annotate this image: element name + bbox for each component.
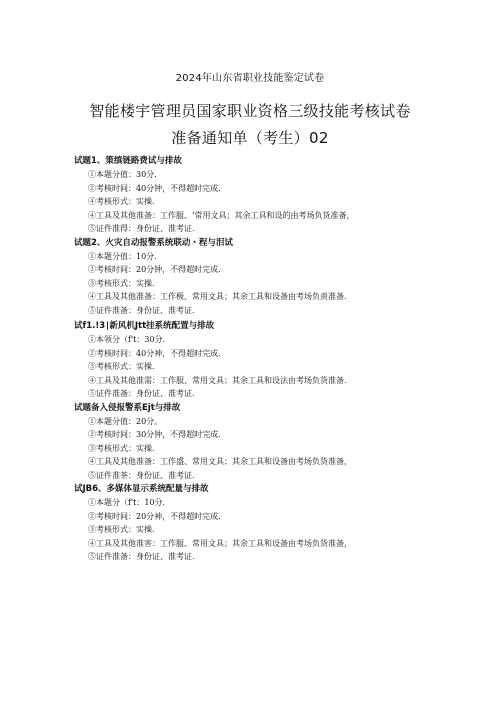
list-item: ①本题分值：10分. (88, 251, 157, 261)
section-heading: 试题2、火灾自动报警系统联动・程与泪试 (74, 237, 233, 248)
list-item: ①本题分（f't：10分. (88, 498, 166, 507)
section-heading: 试f1.!3∣新风机Jtt挂系统配置与排故 (74, 321, 215, 331)
exam-section-1 (74, 154, 474, 236)
list-item: ①本领分（f't：30分. (88, 335, 166, 344)
list-item: ④考核形式：实操. (88, 197, 155, 206)
exam-section-3 (74, 319, 474, 401)
list-item: ②考核时间：40分钟，不得超时完成. (88, 183, 221, 193)
list-item: ⑤证件准得：身份证、准考证. (88, 224, 195, 233)
section-heading: 试题备入侵报警系Ejt与排故 (74, 402, 181, 413)
list-item: ①本题分值：20分。 (88, 416, 163, 426)
exam-section-5 (74, 482, 474, 564)
list-item: ④工具及其他准备：工作极、常用文具；其余工具和设备由考场负责准备. (88, 292, 347, 301)
list-item: ⑤证件准茶：身份证、准考证. (88, 470, 195, 480)
document-subtitle: 准备通知单（考生）02 (171, 129, 329, 147)
section-heading: 试题1、策缜链路费试与排故 (74, 156, 182, 166)
section-heading: 试JB6、多媒体显示系统配量与排故 (74, 484, 209, 494)
section-item-list (74, 250, 474, 318)
list-item: ①本题分值：30分. (88, 170, 157, 179)
list-item: ②考核时间：20分神，不得超时完成. (88, 511, 221, 521)
exam-header: 2024年山东省职业技能鉴定试卷 (175, 73, 325, 84)
exam-section-2 (74, 236, 474, 318)
list-item: ③考核形式：实操. (88, 443, 155, 453)
list-item: ②考核时间：40分神，不得超时完成. (88, 348, 221, 358)
section-item-list (74, 415, 474, 483)
list-item: ④工具及其他准需：工作服、常用文具；其余工具和设法由考场负货准备. (88, 375, 347, 385)
list-item: ⑤证件准备：身份证、准考证. (88, 552, 195, 561)
list-item: ②考核时间：20分钟，不得超时完成. (88, 265, 221, 274)
list-item: ③考核形式：实操. (88, 362, 155, 371)
list-item: ③考核形式：实操. (88, 525, 155, 534)
list-item: ②考核时间：30分钟，不得超时完成. (88, 430, 221, 439)
section-item-list (74, 168, 474, 236)
list-item: ⑤证件准备：身份证、准考证. (88, 305, 195, 315)
exam-section-4 (74, 401, 474, 483)
document-title: 智能楼宇管理员国家职业资格三级技能考核试卷 (89, 102, 411, 120)
list-item: ③考核形式：实操. (88, 278, 155, 288)
list-item: ④工具及其他准害：工作服、常用文具；其余工具和设备由考场负货准备， (88, 538, 352, 548)
section-item-list (74, 333, 474, 401)
list-item: ④工具及其他准备：工作服、‘常用文具；其余工具和设的由考场负货准备， (88, 210, 355, 220)
section-item-list (74, 496, 474, 564)
list-item: ⑤证件准备：身份证、准考证. (88, 389, 195, 398)
exam-sections (74, 154, 474, 564)
list-item: ④工具及其他准备：工作盛、常用文具；其余工具和设备由考场负货准备， (88, 457, 352, 466)
